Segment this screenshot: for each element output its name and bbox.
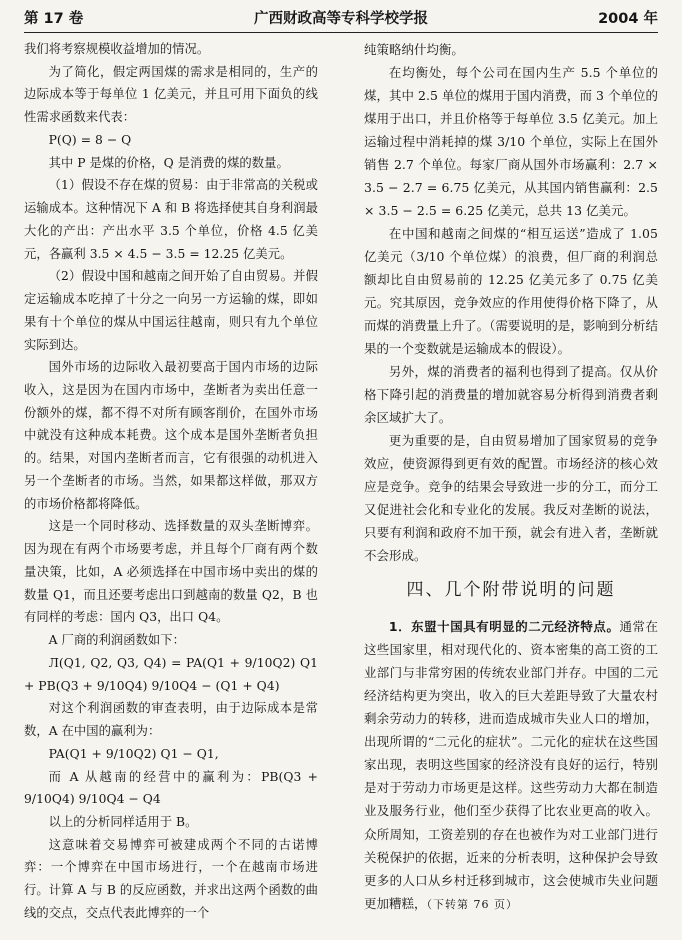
paragraph: PA(Q1 + 9/10Q2) Q1 − Q1, (48, 746, 219, 761)
paragraph: 另外，煤的消费者的福利也得到了提高。仅从价格下降引起的消费量的增加就容易分析得到消费者剩余区域扩大了。 (364, 364, 658, 426)
paragraph: 其中 P 是煤的价格，Q 是消费的煤的数量。 (48, 155, 289, 170)
running-header (24, 8, 658, 30)
paragraph: 纯策略纳什均衡。 (364, 42, 464, 57)
paragraph: P(Q) = 8 − Q (48, 132, 132, 147)
paragraph: （2）假设中国和越南之间开始了自由贸易。并假定运输成本吃掉了十分之一向另一方运输的煤，即如果有十个单位的煤从中国运往越南，则只有九个单位实际到达。 (24, 269, 318, 352)
paragraph: 我们将考察规模收益增加的情况。 (24, 42, 210, 56)
left-column (24, 38, 318, 925)
paragraph: 在均衡处，每个公司在国内生产 5.5 个单位的煤，其中 2.5 单位的煤用于国内消费，而 3 个单位的煤用于出口，并且价格等于每单位 3.5 亿美元。加上运输过程中消耗掉的煤 3/10 个单位，实际上在国外销售 2.7 个单位。每家厂商从国外市场赢利：2.7 × 3.5 − 2.7 = 6.75 亿美元，从其国内销售赢利：2.5 × 3.5 − 2.5 = 6.25 亿美元，总共 13 亿美元。 (364, 65, 658, 219)
continued-note: （下转第 76 页） (426, 897, 518, 911)
journal-title: 广西财政高等专科学校学报 (254, 11, 428, 27)
paragraph (364, 615, 658, 915)
paragraph: 为了简化，假定两国煤的需求是相同的，生产的边际成本等于每单位 1 亿美元，并且可用下面负的线性需求函数来代表： (24, 64, 318, 125)
volume-label: 第 17 卷 (24, 11, 84, 27)
paragraph: 在中国和越南之间煤的“相互运送”造成了 1.05 亿美元（3/10 个单位煤）的浪费，但厂商的利润总额却比自由贸易前的 12.25 亿美元多了 0.75 亿美元。究其原因，竞争效应的作用使得价格下降了，从而煤的消费量上升了。（需要说明的是，影响到分析结果的一个变数就是运输成本的假设）。 (364, 226, 658, 357)
paragraph: Л(Q1, Q2, Q3, Q4) = PA(Q1 + 9/10Q2) Q1 + PB(Q3 + 9/10Q4) 9/10Q4 − (Q1 + Q4) (24, 655, 318, 693)
paragraph: 而 A 从越南的经营中的赢利为：PB(Q3 + 9/10Q4) 9/10Q4 − Q4 (24, 769, 318, 807)
year-label: 2004 年 (598, 11, 658, 27)
paragraph: 国外市场的边际收入最初要高于国内市场的边际收入，这是因为在国内市场中，垄断者为卖出任意一份额外的煤，都不得不对所有顾客削价，在国外市场中就没有这种成本耗费。这个成本是国外垄断者负担的。结果，对国内垄断者而言，它有很强的动机进入另一个垄断者的市场。当然，如果都这样做，那双方的市场价格都将降低。 (24, 360, 318, 511)
paragraph-text: 通常在这些国家里，相对现代化的、资本密集的高工资的工业部门与非常穷困的传统农业部门并存。中国的二元经济结构更为突出，收入的巨大差距导致了大量农村剩余劳动力的转移，进而造成城市失业人口的增加，出现所谓的“二元化的症状”。二元化的症状在这些国家出现，表明这些国家的经济没有良好的运行，特别是对于劳动力市场更是这样。这些劳动力大都在制造业及服务行业，他们至少获得了比农业更高的收入。众所周知，工资差别的存在也被作为对工业部门进行关税保护的依据，近来的分析表明，这种保护会导致更多的人口从乡村迁移到城市，这会使城市失业问题更加糟糕， (364, 619, 658, 911)
paragraph: 这意味着交易博弈可被建成两个不同的古诺博弈：一个博弈在中国市场进行，一个在越南市场进行。计算 A 与 B 的反应函数，并求出这两个函数的曲线的交点，交点代表此博弈的一个 (24, 837, 318, 920)
paragraph: 以上的分析同样适用于 B。 (48, 814, 198, 829)
paragraph: （1）假设不存在煤的贸易：由于非常高的关税或运输成本。这种情况下 A 和 B 将选择使其自身利润最大化的产出：产出水平 3.5 个单位，价格 4.5 亿美元，各赢利 3.5 × 4.5 − 3.5 = 12.25 亿美元。 (24, 178, 318, 261)
header-rule (24, 32, 658, 33)
right-column (364, 38, 658, 916)
paragraph: 对这个利润函数的审查表明，由于边际成本是常数，A 在中国的赢利为： (24, 701, 318, 739)
paragraph: 更为重要的是，自由贸易增加了国家贸易的竞争效应，使资源得到更有效的配置。市场经济的核心效应是竞争。竞争的结果会导致进一步的分工，而分工又促进社会化和专业化的发展。我反对垄断的说法，只要有利润和政府不加干预，就会有进入者，垄断就不会形成。 (364, 433, 658, 564)
paragraph: A 厂商的利润函数如下： (48, 633, 185, 648)
section-heading: 四、几个附带说明的问题 (406, 580, 616, 601)
right-column-upper (364, 38, 658, 567)
numbered-lead: 1．东盟十国具有明显的二元经济特点。 (388, 619, 620, 635)
paragraph: 这是一个同时移动、选择数量的双头垄断博弈。因为现在有两个市场要考虑，并且每个厂商有两个数量决策，比如，A 必须选择在中国市场中卖出的煤的数量 Q1，而且还要考虑出口到越南的数量 Q2，B 也有同样的考虑：国内 Q3，出口 Q4。 (24, 519, 318, 625)
